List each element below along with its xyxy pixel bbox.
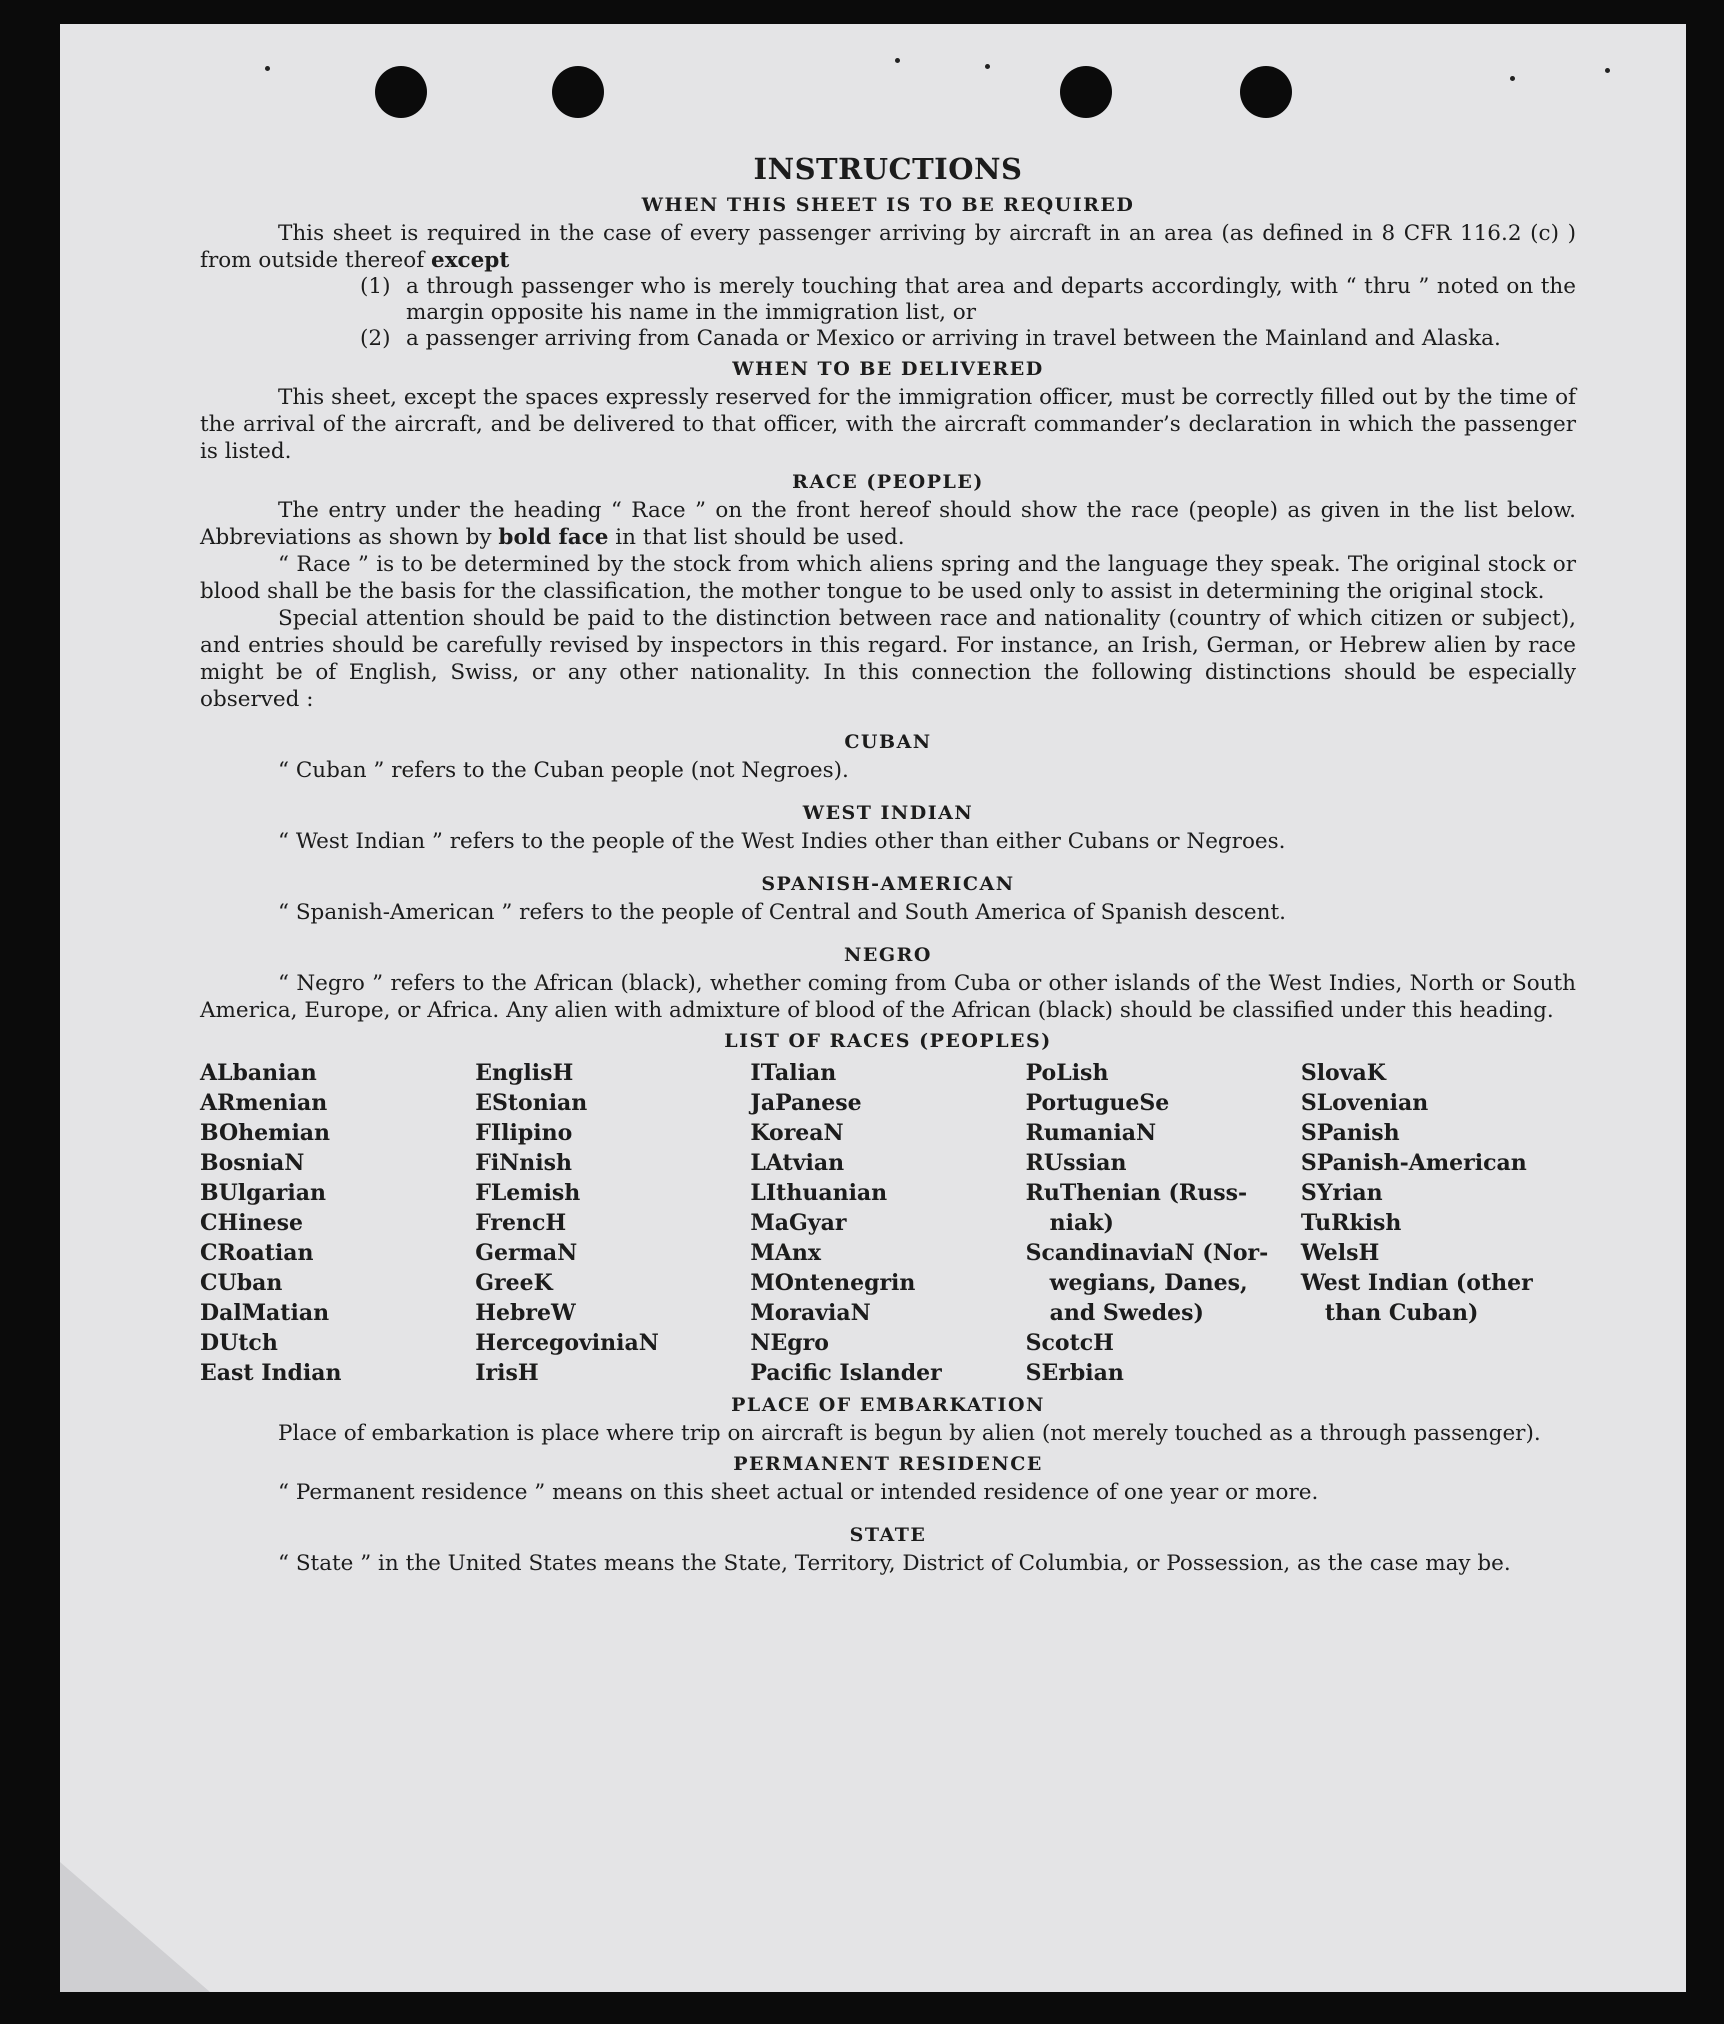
race-entry: MoraviaN — [750, 1300, 871, 1326]
race-entry: DUtch — [200, 1330, 278, 1356]
race-entry: than Cuban) — [1324, 1300, 1479, 1326]
speck — [895, 58, 900, 63]
race-entry: TuRkish — [1300, 1210, 1402, 1236]
race-entry: DalMatian — [200, 1300, 330, 1326]
race-entry: SlovaK — [1300, 1060, 1386, 1086]
page-title: INSTRUCTIONS — [753, 152, 1023, 186]
race-entry: MaGyar — [750, 1210, 847, 1236]
race-entry: BUlgarian — [200, 1180, 326, 1206]
race-entry: EStonian — [475, 1090, 588, 1116]
section-heading-state: STATE — [849, 1524, 927, 1546]
speck — [985, 64, 990, 69]
punch-hole — [1060, 66, 1112, 118]
race-entry: HebreW — [475, 1300, 576, 1326]
race-entry: West Indian (other — [1300, 1270, 1533, 1296]
document-page — [60, 24, 1686, 1992]
race-entry: ALbanian — [200, 1060, 317, 1086]
west-indian-text: “ West Indian ” refers to the people of the West Indies other than either Cubans or Negroes. — [278, 829, 1286, 854]
section-heading-when-delivered: WHEN TO BE DELIVERED — [732, 358, 1044, 380]
punch-hole — [1240, 66, 1292, 118]
race-entry: CUban — [200, 1270, 283, 1296]
section-heading-west-indian: WEST INDIAN — [802, 802, 974, 824]
race-entry: ScotcH — [1025, 1330, 1114, 1356]
race-entry: BOhemian — [200, 1120, 331, 1146]
race-entry: MOntenegrin — [750, 1270, 916, 1296]
emphasis-bold-face: bold face — [498, 525, 609, 550]
section-heading-cuban: CUBAN — [844, 731, 932, 753]
speck — [265, 66, 270, 71]
when-required-intro: This sheet is required in the case of every passenger arriving by aircraft in an area (as defined in 8 CFR 116.2 (c) ) from outside thereof except — [200, 221, 1576, 273]
race-entry: FrencH — [475, 1210, 567, 1236]
race-entry: ITalian — [750, 1060, 837, 1086]
races-column — [475, 1058, 750, 1388]
section-heading-residence: PERMANENT RESIDENCE — [733, 1453, 1043, 1475]
race-entry: SYrian — [1300, 1180, 1383, 1206]
race-entry: KoreaN — [750, 1120, 844, 1146]
race-entry: CRoatian — [200, 1240, 314, 1266]
list-item: (2) a passenger arriving from Canada or Mexico or arriving in travel between the Mainland and Alaska. — [360, 326, 1501, 351]
race-entry: SPanish-American — [1300, 1150, 1527, 1176]
race-entry: Pacific Islander — [750, 1360, 942, 1386]
race-entry: PoLish — [1025, 1060, 1109, 1086]
race-entry: CHinese — [200, 1210, 304, 1236]
race-entry: GreeK — [475, 1270, 553, 1296]
cuban-text: “ Cuban ” refers to the Cuban people (not Negroes). — [278, 758, 849, 783]
race-entry: FLemish — [475, 1180, 581, 1206]
race-paragraph-2: “ Race ” is to be determined by the stock from which aliens spring and the language they speak. The original stock or blood shall be the basis for the classification, the mother tongue to be used only to assist in determining the original stock. — [200, 552, 1576, 604]
embarkation-text: Place of embarkation is place where trip on aircraft is begun by alien (not merely touched as a through passenger). — [278, 1421, 1541, 1446]
races-column — [200, 1058, 475, 1388]
spanish-american-text: “ Spanish-American ” refers to the people of Central and South America of Spanish descent. — [278, 900, 1286, 925]
race-entry: niak) — [1049, 1210, 1114, 1236]
section-heading-race: RACE (PEOPLE) — [792, 471, 984, 493]
section-heading-spanish-american: SPANISH-AMERICAN — [761, 873, 1015, 895]
race-entry: EnglisH — [475, 1060, 574, 1086]
race-entry: RuThenian (Russ- — [1025, 1180, 1248, 1206]
race-entry: FIlipino — [475, 1120, 573, 1146]
folded-corner — [60, 1862, 210, 1992]
instructions-content — [200, 152, 1576, 1577]
race-entry: SPanish — [1300, 1120, 1400, 1146]
state-text: “ State ” in the United States means the State, Territory, District of Columbia, or Possession, as the case may be. — [278, 1551, 1511, 1576]
when-delivered-text: This sheet, except the spaces expressly reserved for the immigration officer, must be correctly filled out by the time of the arrival of the aircraft, and be delivered to that officer, with the aircraft commander’s declaration in which the passenger is listed. — [200, 385, 1576, 464]
speck — [1510, 76, 1515, 81]
race-entry: FiNnish — [475, 1150, 573, 1176]
race-entry: IrisH — [475, 1360, 539, 1386]
emphasis-except: except — [431, 248, 510, 273]
race-entry: and Swedes) — [1049, 1300, 1204, 1326]
race-entry: ARmenian — [200, 1090, 328, 1116]
punch-hole — [552, 66, 604, 118]
races-list — [200, 1058, 1576, 1388]
race-entry: wegians, Danes, — [1049, 1270, 1248, 1296]
race-entry: BosniaN — [200, 1150, 305, 1176]
race-entry: SErbian — [1025, 1360, 1124, 1386]
residence-text: “ Permanent residence ” means on this sheet actual or intended residence of one year or more. — [278, 1480, 1319, 1505]
list-item: (1) a through passenger who is merely touching that area and departs accordingly, with “ thru ” noted on the margin opposite his name in the immigration list, or — [360, 274, 1576, 325]
race-entry: GermaN — [475, 1240, 578, 1266]
races-column — [1026, 1058, 1301, 1388]
race-entry: SLovenian — [1300, 1090, 1429, 1116]
race-entry: JaPanese — [750, 1090, 862, 1116]
races-column — [750, 1058, 1025, 1388]
race-entry: MAnx — [750, 1240, 821, 1266]
race-entry: NEgro — [750, 1330, 829, 1356]
race-entry: WelsH — [1300, 1240, 1380, 1266]
race-paragraph-1: The entry under the heading “ Race ” on the front hereof should show the race (people) as given in the list below. Abbreviations as shown by bold face in that list should be used. — [200, 498, 1576, 550]
section-heading-when-required: WHEN THIS SHEET IS TO BE REQUIRED — [641, 194, 1135, 216]
race-entry: RUssian — [1025, 1150, 1127, 1176]
race-entry: LIthuanian — [750, 1180, 888, 1206]
race-entry: RumaniaN — [1025, 1120, 1157, 1146]
race-paragraph-3: Special attention should be paid to the distinction between race and nationality (country of which citizen or subject), and entries should be carefully revised by inspectors in this regard. For instance, an Irish, German, or Hebrew alien by race might be of English, Swiss, or any other nationality. In this connection the following distinctions should be especially observed : — [200, 606, 1576, 712]
speck — [1605, 68, 1610, 73]
race-entry: PortugueSe — [1025, 1090, 1170, 1116]
punch-hole — [375, 66, 427, 118]
races-column — [1301, 1058, 1576, 1388]
section-heading-negro: NEGRO — [844, 944, 932, 966]
negro-text: “ Negro ” refers to the African (black), whether coming from Cuba or other islands of the West Indies, North or South America, Europe, or Africa. Any alien with admixture of blood of the African (black) should be classified under this heading. — [200, 971, 1576, 1023]
race-entry: LAtvian — [750, 1150, 845, 1176]
section-heading-embarkation: PLACE OF EMBARKATION — [731, 1394, 1045, 1416]
race-entry: ScandinaviaN (Nor- — [1025, 1240, 1269, 1266]
section-heading-races-list: LIST OF RACES (PEOPLES) — [724, 1030, 1052, 1052]
race-entry: East Indian — [200, 1360, 342, 1386]
race-entry: HercegoviniaN — [475, 1330, 659, 1356]
